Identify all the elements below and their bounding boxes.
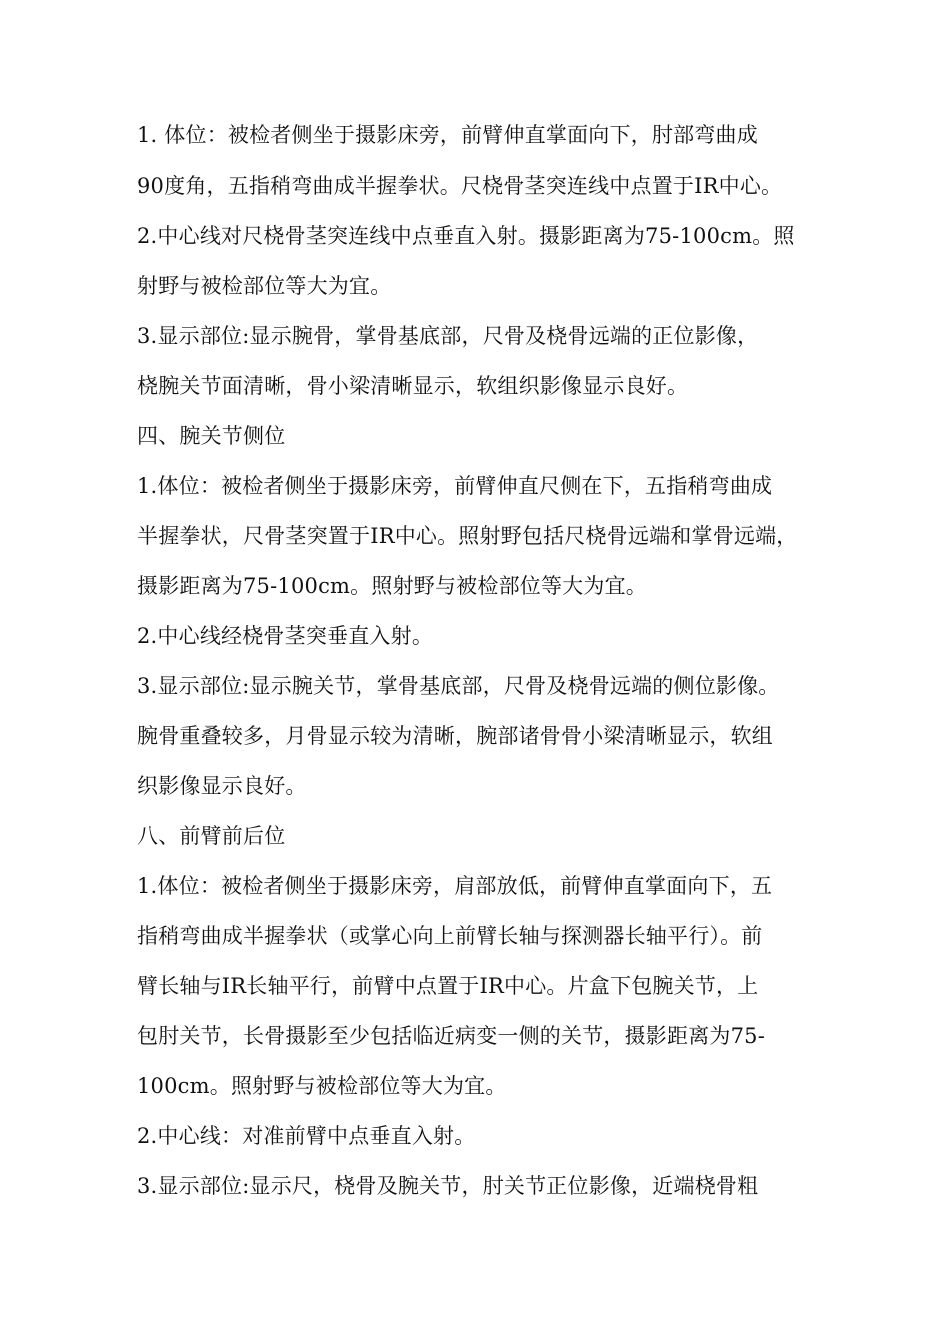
- section-heading: 四、腕关节侧位: [137, 424, 286, 448]
- text-line: 1.体位：被检者侧坐于摄影床旁，肩部放低，前臂伸直掌面向下，五: [137, 874, 773, 898]
- section-heading: 八、前臂前后位: [137, 824, 286, 848]
- text-line: 3.显示部位:显示腕关节，掌骨基底部，尺骨及桡骨远端的侧位影像。: [137, 674, 780, 698]
- text-line: 3.显示部位:显示腕骨，掌骨基底部，尺骨及桡骨远端的正位影像，: [137, 324, 759, 348]
- text-line: 1.体位：被检者侧坐于摄影床旁，前臂伸直尺侧在下，五指稍弯曲成: [137, 474, 773, 498]
- text-line: 2.中心线经桡骨茎突垂直入射。: [137, 624, 434, 648]
- text-line: 半握拳状，尺骨茎突置于IR中心。照射野包括尺桡骨远端和掌骨远端，: [137, 524, 798, 548]
- text-line: 2.中心线：对准前臂中点垂直入射。: [137, 1124, 476, 1148]
- text-line: 100cm。照射野与被检部位等大为宜。: [137, 1074, 507, 1098]
- text-line: 包肘关节，长骨摄影至少包括临近病变一侧的关节，摄影距离为75-: [137, 1024, 766, 1048]
- text-line: 织影像显示良好。: [137, 774, 307, 798]
- text-line: 摄影距离为75-100cm。照射野与被检部位等大为宜。: [137, 574, 647, 598]
- text-line: 2.中心线对尺桡骨茎突连线中点垂直入射。摄影距离为75-100cm。照: [137, 224, 795, 248]
- text-line: 3.显示部位:显示尺，桡骨及腕关节，肘关节正位影像，近端桡骨粗: [137, 1174, 759, 1198]
- text-line: 射野与被检部位等大为宜。: [137, 274, 392, 298]
- text-line: 桡腕关节面清晰，骨小梁清晰显示，软组织影像显示良好。: [137, 374, 689, 398]
- text-line: 1. 体位：被检者侧坐于摄影床旁，前臂伸直掌面向下，肘部弯曲成: [137, 123, 758, 147]
- text-line: 腕骨重叠较多，月骨显示较为清晰，腕部诸骨骨小梁清晰显示，软组: [137, 724, 773, 748]
- text-line: 指稍弯曲成半握拳状（或掌心向上前臂长轴与探测器长轴平行）。前: [137, 924, 763, 948]
- text-line: 臂长轴与IR长轴平行，前臂中点置于IR中心。片盒下包腕关节，上: [137, 974, 759, 998]
- text-line: 90度角，五指稍弯曲成半握拳状。尺桡骨茎突连线中点置于IR中心。: [137, 174, 783, 198]
